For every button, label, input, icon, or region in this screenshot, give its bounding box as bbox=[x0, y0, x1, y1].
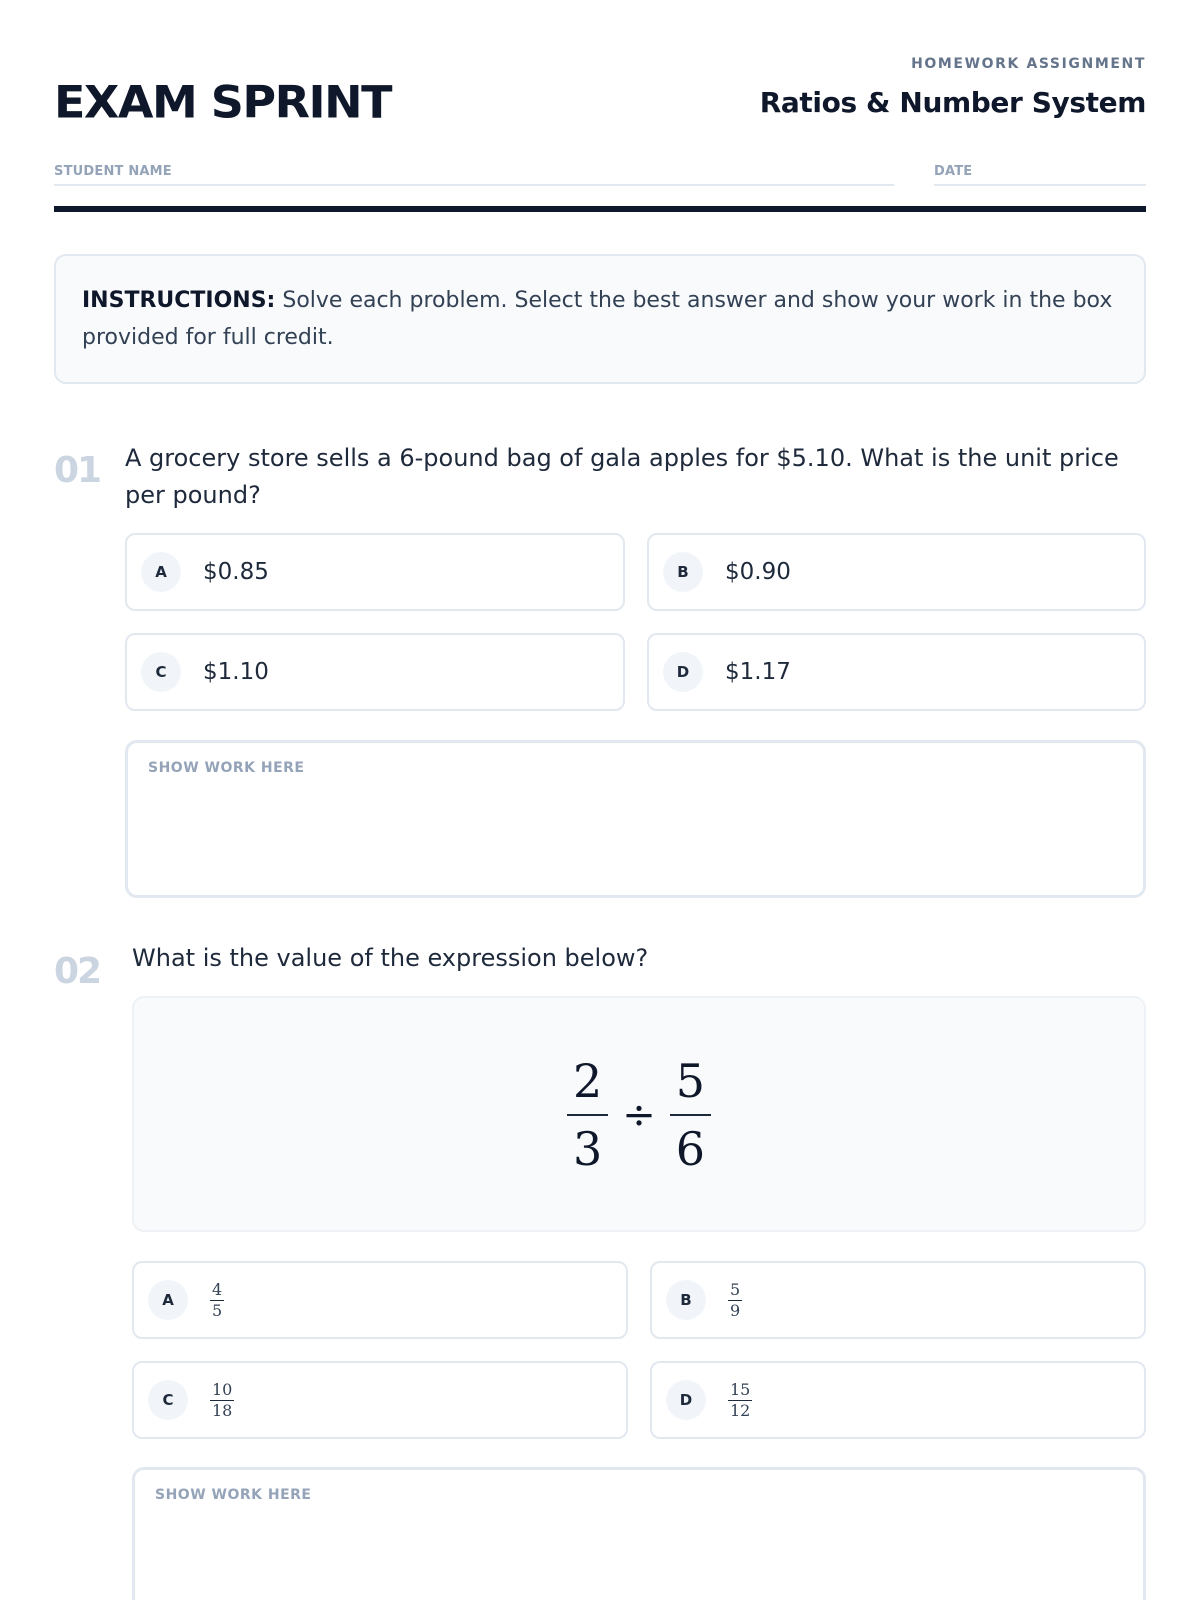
choice-letter-badge: B bbox=[666, 1280, 706, 1320]
choice-letter-badge: B bbox=[663, 552, 703, 592]
show-work-box[interactable] bbox=[132, 1467, 1146, 1600]
instructions-box bbox=[54, 254, 1146, 384]
choice-a[interactable] bbox=[125, 533, 625, 611]
header-divider bbox=[54, 206, 1146, 212]
choice-d[interactable] bbox=[647, 633, 1146, 711]
choice-letter-badge: D bbox=[663, 652, 703, 692]
fraction-denominator: 18 bbox=[212, 1400, 233, 1420]
choice-c[interactable] bbox=[132, 1361, 628, 1439]
fraction-numerator: 4 bbox=[212, 1279, 223, 1299]
student-name-field[interactable] bbox=[54, 160, 894, 186]
show-work-label: SHOW WORK HERE bbox=[148, 760, 305, 776]
instructions-text: Solve each problem. Select the best answer and show your work in the box provided for full credit. bbox=[82, 288, 1113, 350]
fraction-numerator: 15 bbox=[730, 1379, 751, 1399]
fraction-numerator: 5 bbox=[675, 1054, 706, 1108]
fraction-numerator: 10 bbox=[212, 1379, 233, 1399]
choice-letter-badge: A bbox=[141, 552, 181, 592]
choice-c[interactable] bbox=[125, 633, 625, 711]
show-work-label: SHOW WORK HERE bbox=[155, 1487, 312, 1503]
brand-logo-text: EXAM SPRINT bbox=[54, 76, 392, 128]
expression-box bbox=[132, 996, 1146, 1232]
choice-value: $1.17 bbox=[725, 659, 791, 685]
choice-d[interactable] bbox=[650, 1361, 1146, 1439]
choice-letter-badge: D bbox=[666, 1380, 706, 1420]
choice-letter-badge: C bbox=[141, 652, 181, 692]
fraction-denominator: 9 bbox=[730, 1300, 741, 1320]
show-work-box[interactable] bbox=[125, 740, 1146, 898]
choice-a[interactable] bbox=[132, 1261, 628, 1339]
choice-letter-badge: A bbox=[148, 1280, 188, 1320]
fraction-denominator: 12 bbox=[730, 1400, 751, 1420]
division-expression bbox=[134, 1054, 1144, 1176]
fraction-denominator: 5 bbox=[212, 1300, 223, 1320]
fraction-numerator: 5 bbox=[730, 1279, 741, 1299]
question-text: A grocery store sells a 6-pound bag of gala apples for $5.10. What is the unit price per pound? bbox=[125, 444, 1119, 509]
date-field[interactable] bbox=[934, 160, 1146, 186]
instructions-label: INSTRUCTIONS: bbox=[82, 288, 276, 313]
question-number: 02 bbox=[54, 951, 101, 992]
choice-value: $1.10 bbox=[203, 659, 269, 685]
assignment-kicker: HOMEWORK ASSIGNMENT bbox=[911, 56, 1146, 72]
fraction-left bbox=[567, 1054, 608, 1176]
fraction-numerator: 2 bbox=[572, 1054, 603, 1108]
choice-b[interactable] bbox=[647, 533, 1146, 611]
question-number: 01 bbox=[54, 450, 101, 491]
choice-fraction bbox=[728, 1379, 752, 1420]
choice-fraction bbox=[210, 1279, 224, 1320]
choice-b[interactable] bbox=[650, 1261, 1146, 1339]
fraction-denominator: 3 bbox=[572, 1122, 603, 1176]
fraction-right bbox=[670, 1054, 711, 1176]
student-name-label: STUDENT NAME bbox=[54, 164, 172, 179]
choice-value: $0.90 bbox=[725, 559, 791, 585]
divide-operator: ÷ bbox=[622, 1092, 656, 1138]
fraction-denominator: 6 bbox=[675, 1122, 706, 1176]
choice-letter-badge: C bbox=[148, 1380, 188, 1420]
assignment-title: Ratios & Number System bbox=[759, 86, 1146, 119]
question-text: What is the value of the expression below? bbox=[132, 944, 649, 972]
date-label: DATE bbox=[934, 164, 973, 179]
choice-fraction bbox=[728, 1279, 742, 1320]
choice-fraction bbox=[210, 1379, 234, 1420]
worksheet-page bbox=[54, 0, 1146, 1600]
choice-value: $0.85 bbox=[203, 559, 269, 585]
